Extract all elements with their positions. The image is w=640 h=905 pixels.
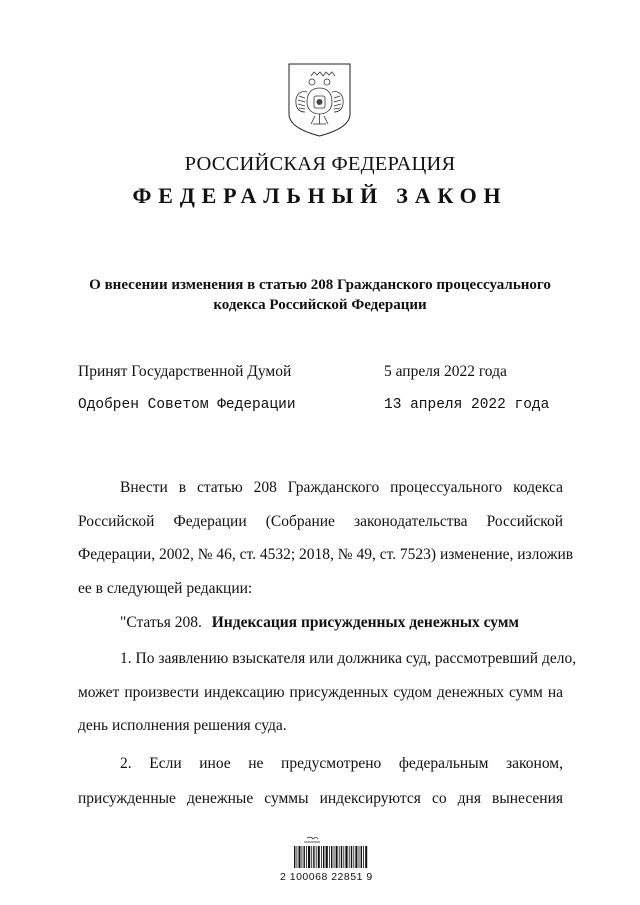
barcode-number: 2 100068 22851 9 xyxy=(280,871,373,883)
approved-by-council-label: Одобрен Советом Федерации xyxy=(78,397,296,413)
item-line: присужденные денежные суммы индексируются со дня вынесения xyxy=(78,790,563,807)
paragraph-line: Федерации, 2002, № 46, ст. 4532; 2018, № 49, ст. 7523) изменение, изложив xyxy=(78,546,574,563)
paragraph-line: Внести в статью 208 Гражданского процессуального кодекса xyxy=(120,479,563,496)
article-number: "Статья 208. xyxy=(120,614,202,631)
article-title: Индексация присужденных денежных сумм xyxy=(211,614,519,631)
paragraph-line: Российской Федерации (Собрание законодательства Российской xyxy=(78,513,563,530)
country-name: РОССИЙСКАЯ ФЕДЕРАЦИЯ xyxy=(184,153,456,175)
item-line: может произвести индексацию присужденных судом денежных сумм на xyxy=(78,684,563,701)
item-line: день исполнения решения суда. xyxy=(78,717,287,734)
article-heading xyxy=(120,614,519,632)
law-subject-line-1: О внесении изменения в статью 208 Гражданского процессуального xyxy=(89,277,551,293)
approved-date: 13 апреля 2022 года xyxy=(384,397,550,413)
law-subject-line-2: кодекса Российской Федерации xyxy=(213,297,427,313)
adopted-by-duma-label: Принят Государственной Думой xyxy=(78,363,292,380)
adopted-date: 5 апреля 2022 года xyxy=(384,363,507,380)
item-line: 2. Если иное не предусмотрено федеральным законом, xyxy=(120,755,563,772)
barcode-icon xyxy=(294,846,367,868)
paragraph-line: ее в следующей редакции: xyxy=(78,580,253,597)
document-type-title: ФЕДЕРАЛЬНЫЙ ЗАКОН xyxy=(132,183,508,208)
russian-coat-of-arms-icon xyxy=(287,62,352,138)
item-line: 1. По заявлению взыскателя или должника суд, рассмотревший дело, xyxy=(120,650,577,667)
